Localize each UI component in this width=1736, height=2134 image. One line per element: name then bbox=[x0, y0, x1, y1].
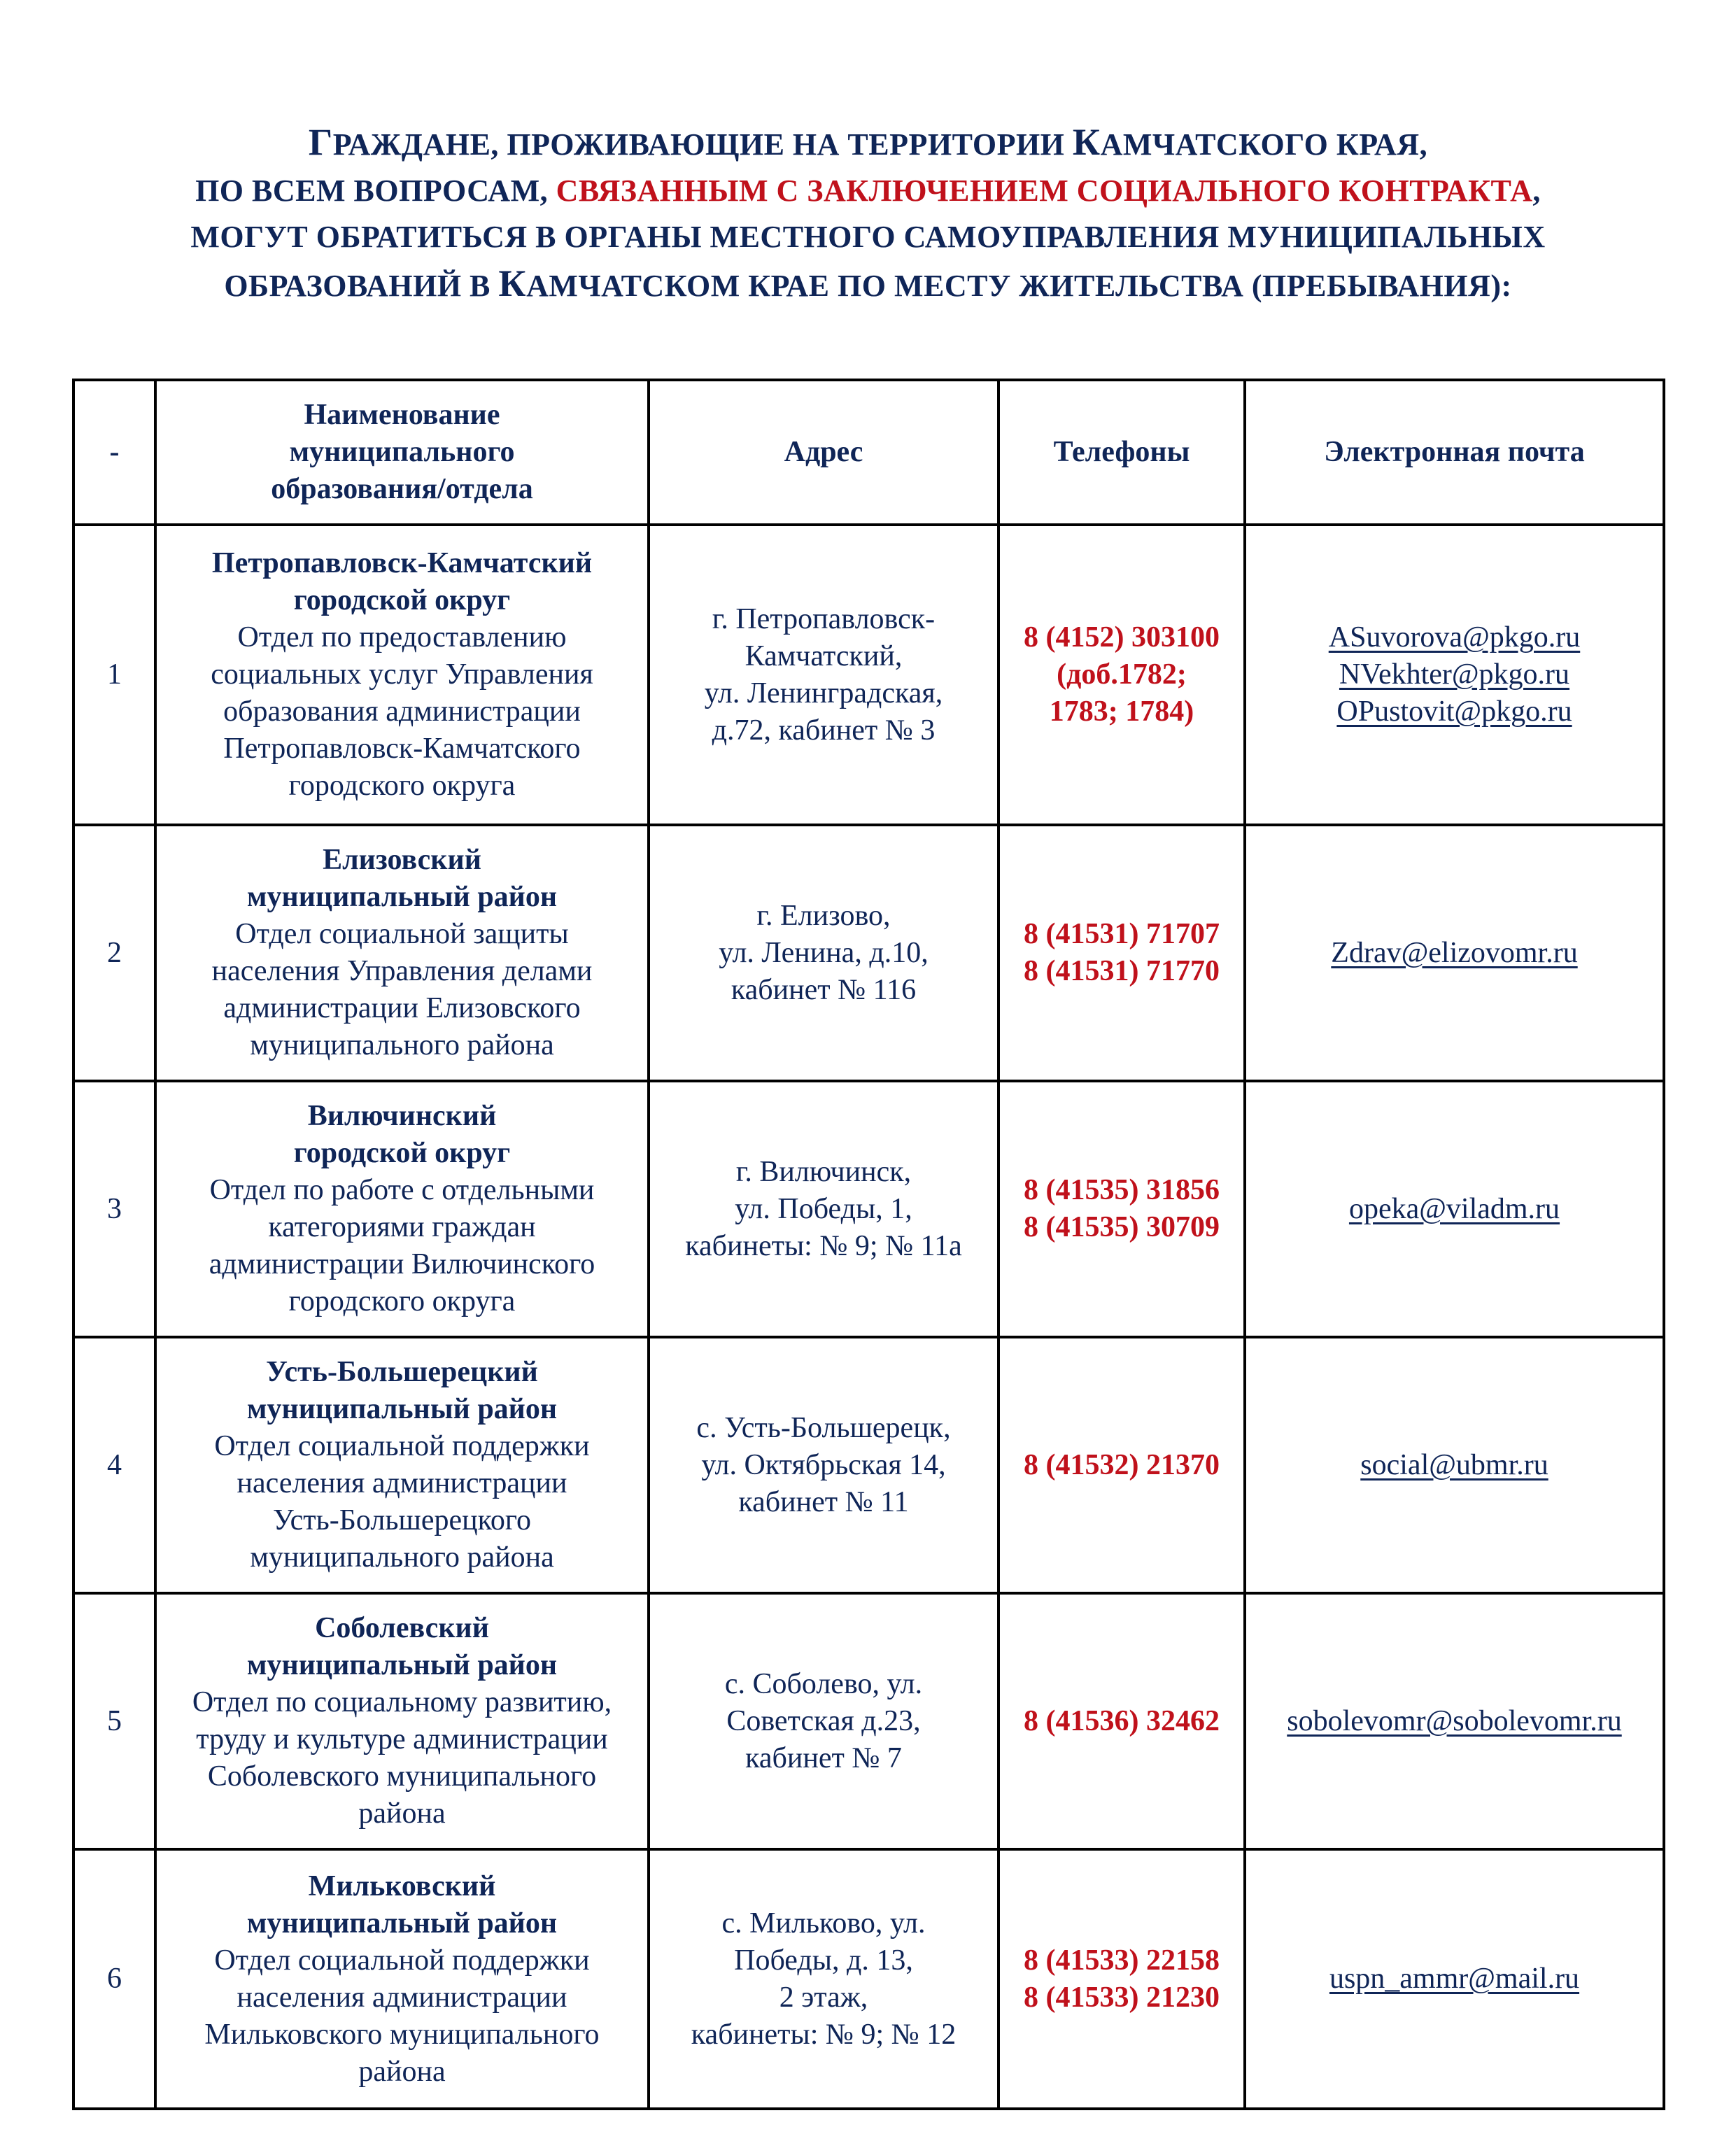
email-link[interactable]: NVekhter@pkgo.ru bbox=[1339, 658, 1570, 691]
phones-cell bbox=[998, 825, 1245, 1081]
email-cell bbox=[1245, 1337, 1664, 1593]
phone-number: 8 (41531) 71770 bbox=[1024, 955, 1220, 987]
phones-cell bbox=[998, 1337, 1245, 1593]
org-cell: Петропавловск-Камчатский городской округ Отдел по предоставлению социальных услуг Управления образования администрации Петропавловск-Камчатского городского округа bbox=[155, 525, 649, 825]
phone-number: 8 (41533) 22158 bbox=[1024, 1944, 1220, 1977]
contacts-table bbox=[72, 379, 1665, 2110]
heading-highlight: СВЯЗАННЫМ С ЗАКЛЮЧЕНИЕМ СОЦИАЛЬНОГО КОНТРАКТА bbox=[556, 174, 1533, 208]
phone-number: 8 (41535) 30709 bbox=[1024, 1211, 1220, 1243]
phone-number: 8 (41535) 31856 bbox=[1024, 1174, 1220, 1206]
phones-cell bbox=[998, 525, 1245, 825]
org-cell: Усть-Большерецкий муниципальный район Отдел социальной поддержки населения администрации Усть-Большерецкого муниципального района bbox=[155, 1337, 649, 1593]
header-email: Электронная почта bbox=[1245, 380, 1664, 525]
email-link[interactable]: sobolevomr@sobolevomr.ru bbox=[1287, 1704, 1622, 1737]
phone-number: 8 (41531) 71707 bbox=[1024, 918, 1220, 950]
org-cell: Елизовский муниципальный район Отдел социальной защиты населения Управления делами администрации Елизовского муниципального района bbox=[155, 825, 649, 1081]
heading-line-1: ГРАЖДАНЕ, ПРОЖИВАЮЩИЕ НА ТЕРРИТОРИИ КАМЧАТСКОГО КРАЯ, bbox=[308, 121, 1428, 163]
phones-cell bbox=[998, 1849, 1245, 2109]
header-phones: Телефоны bbox=[998, 380, 1245, 525]
table-row bbox=[73, 525, 1664, 825]
heading-line-2: ПО ВСЕМ ВОПРОСАМ, СВЯЗАННЫМ С ЗАКЛЮЧЕНИЕМ СОЦИАЛЬНОГО КОНТРАКТА, bbox=[195, 174, 1541, 208]
email-cell bbox=[1245, 1081, 1664, 1337]
row-number: 1 bbox=[73, 525, 155, 825]
email-cell bbox=[1245, 1593, 1664, 1849]
phones-cell bbox=[998, 1081, 1245, 1337]
email-link[interactable]: social@ubmr.ru bbox=[1360, 1448, 1548, 1481]
address-cell: г. Елизово, ул. Ленина, д.10, кабинет № 116 bbox=[649, 825, 998, 1081]
email-link[interactable]: opeka@viladm.ru bbox=[1348, 1192, 1560, 1225]
phones-cell bbox=[998, 1593, 1245, 1849]
address-cell: г. Петропавловск- Камчатский, ул. Ленинградская, д.72, кабинет № 3 bbox=[649, 525, 998, 825]
page-heading bbox=[0, 119, 1736, 309]
heading-line-4: ОБРАЗОВАНИЙ В КАМЧАТСКОМ КРАЕ ПО МЕСТУ ЖИТЕЛЬСТВА (ПРЕБЫВАНИЯ): bbox=[224, 262, 1512, 304]
phone-number: 8 (4152) 303100 bbox=[1024, 621, 1220, 653]
table-row bbox=[73, 1337, 1664, 1593]
table-header-row bbox=[73, 380, 1664, 525]
phone-number: 8 (41533) 21230 bbox=[1024, 1981, 1220, 2014]
address-cell: с. Соболево, ул. Советская д.23, кабинет № 7 bbox=[649, 1593, 998, 1849]
email-link[interactable]: uspn_ammr@mail.ru bbox=[1329, 1963, 1580, 1995]
org-cell: Вилючинский городской округ Отдел по работе с отдельными категориями граждан администрации Вилючинского городского округа bbox=[155, 1081, 649, 1337]
phone-number: 8 (41532) 21370 bbox=[1024, 1448, 1220, 1481]
phone-extension: (доб.1782; bbox=[1057, 658, 1187, 691]
row-number: 2 bbox=[73, 825, 155, 1081]
header-name: Наименование муниципального образования/отдела bbox=[155, 380, 649, 525]
email-link[interactable]: OPustovit@pkgo.ru bbox=[1336, 695, 1572, 728]
table-row bbox=[73, 1593, 1664, 1849]
row-number: 4 bbox=[73, 1337, 155, 1593]
email-cell bbox=[1245, 525, 1664, 825]
address-cell: с. Усть-Большерецк, ул. Октябрьская 14, кабинет № 11 bbox=[649, 1337, 998, 1593]
row-number: 3 bbox=[73, 1081, 155, 1337]
row-number: 6 bbox=[73, 1849, 155, 2109]
heading-line-3: МОГУТ ОБРАТИТЬСЯ В ОРГАНЫ МЕСТНОГО САМОУПРАВЛЕНИЯ МУНИЦИПАЛЬНЫХ bbox=[190, 220, 1546, 254]
email-link[interactable]: ASuvorova@pkgo.ru bbox=[1328, 621, 1581, 653]
phone-extension: 1783; 1784) bbox=[1049, 695, 1194, 728]
email-link[interactable]: Zdrav@elizovomr.ru bbox=[1331, 936, 1578, 969]
address-cell: г. Вилючинск, ул. Победы, 1, кабинеты: № 9; № 11а bbox=[649, 1081, 998, 1337]
email-cell bbox=[1245, 1849, 1664, 2109]
address-cell: с. Мильково, ул. Победы, д. 13, 2 этаж, кабинеты: № 9; № 12 bbox=[649, 1849, 998, 2109]
table-row bbox=[73, 1849, 1664, 2109]
table-row bbox=[73, 1081, 1664, 1337]
org-cell: Мильковский муниципальный район Отдел социальной поддержки населения администрации Мильковского муниципального района bbox=[155, 1849, 649, 2109]
row-number: 5 bbox=[73, 1593, 155, 1849]
header-num: - bbox=[73, 380, 155, 525]
header-address: Адрес bbox=[649, 380, 998, 525]
org-cell: Соболевский муниципальный район Отдел по социальному развитию, труду и культуре администрации Соболевского муниципального района bbox=[155, 1593, 649, 1849]
phone-number: 8 (41536) 32462 bbox=[1024, 1704, 1220, 1737]
table-row bbox=[73, 825, 1664, 1081]
email-cell bbox=[1245, 825, 1664, 1081]
